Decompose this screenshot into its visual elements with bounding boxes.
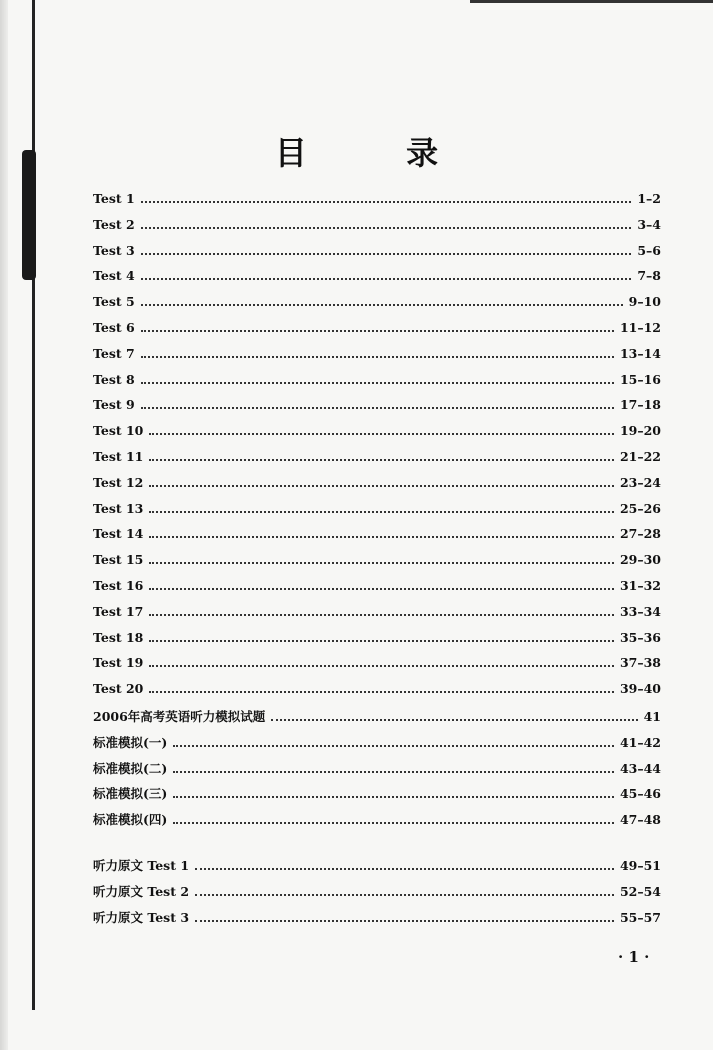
toc-entry-page: 27–28 — [619, 526, 661, 542]
toc-entry-label: Test 2 — [93, 216, 135, 232]
toc-entry-label: 听力原文 Test 1 — [93, 857, 190, 873]
toc-entry-label: 标准模拟(三) — [93, 786, 168, 802]
toc-entry-label: Test 17 — [93, 603, 144, 619]
toc-entry-label: Test 5 — [93, 294, 135, 310]
toc-entry-label: 听力原文 Test 3 — [93, 909, 190, 925]
toc-entry-page: 11–12 — [619, 319, 661, 335]
toc-entry-label: Test 13 — [93, 500, 144, 516]
toc-dot-leader — [173, 796, 614, 798]
toc-entry-label: Test 4 — [93, 268, 135, 284]
toc-entry-page: 15–16 — [619, 371, 661, 387]
table-of-contents — [93, 191, 661, 933]
toc-dot-leader — [149, 459, 614, 461]
toc-dot-leader — [195, 920, 614, 922]
toc-entry-page: 23–24 — [619, 474, 661, 490]
toc-dot-leader — [173, 745, 614, 747]
toc-entry-page: 45–46 — [619, 786, 661, 802]
toc-entry-page: 52–54 — [619, 883, 661, 899]
toc-dot-leader — [173, 822, 614, 824]
toc-entry-label: 听力原文 Test 2 — [93, 883, 190, 899]
toc-dot-leader — [149, 614, 614, 616]
toc-entry[interactable] — [93, 810, 661, 836]
toc-entry[interactable] — [93, 707, 661, 733]
toc-dot-leader — [173, 771, 614, 773]
toc-entry[interactable] — [93, 552, 661, 578]
toc-entry[interactable] — [93, 501, 661, 527]
toc-entry-page: 41 — [643, 708, 661, 724]
toc-entry-label: Test 8 — [93, 371, 135, 387]
toc-dot-leader — [195, 894, 614, 896]
toc-entry-page: 13–14 — [619, 345, 661, 361]
toc-dot-leader — [149, 536, 614, 538]
toc-entry-label: 标准模拟(二) — [93, 760, 168, 776]
toc-dot-leader — [141, 330, 614, 332]
top-edge-line — [470, 0, 713, 3]
toc-entry[interactable] — [93, 346, 661, 372]
toc-entry-label: Test 7 — [93, 345, 135, 361]
toc-dot-leader — [141, 201, 632, 203]
toc-dot-leader — [141, 407, 614, 409]
toc-entry-label: Test 10 — [93, 423, 144, 439]
toc-entry-label: Test 20 — [93, 681, 144, 697]
toc-dot-leader — [149, 433, 614, 435]
toc-entry-label: 2006年高考英语听力模拟试题 — [93, 708, 266, 724]
toc-entry-page: 47–48 — [619, 812, 661, 828]
toc-entry[interactable] — [93, 268, 661, 294]
toc-entry-page: 9–10 — [628, 294, 661, 310]
toc-entry[interactable] — [93, 733, 661, 759]
toc-entry[interactable] — [93, 217, 661, 243]
toc-entry-page: 49–51 — [619, 857, 661, 873]
toc-entry-label: Test 11 — [93, 448, 144, 464]
toc-dot-leader — [149, 562, 614, 564]
toc-entry-page: 33–34 — [619, 603, 661, 619]
toc-entry[interactable] — [93, 320, 661, 346]
toc-dot-leader — [149, 665, 614, 667]
toc-dot-leader — [149, 511, 614, 513]
toc-entry-page: 21–22 — [619, 448, 661, 464]
toc-entry-label: Test 9 — [93, 397, 135, 413]
toc-entry-page: 3–4 — [637, 216, 661, 232]
toc-entry[interactable] — [93, 423, 661, 449]
toc-entry-label: Test 16 — [93, 577, 144, 593]
toc-entry-page: 55–57 — [619, 909, 661, 925]
toc-entry-label: Test 3 — [93, 242, 135, 258]
toc-entry[interactable] — [93, 655, 661, 681]
toc-entry-page: 1–2 — [637, 191, 661, 206]
toc-entry[interactable] — [93, 475, 661, 501]
toc-entry[interactable] — [93, 294, 661, 320]
toc-entry[interactable] — [93, 784, 661, 810]
toc-entry[interactable] — [93, 630, 661, 656]
toc-entry-label: Test 1 — [93, 191, 135, 206]
toc-entry-page: 43–44 — [619, 760, 661, 776]
toc-entry-label: Test 18 — [93, 629, 144, 645]
toc-entry-page: 31–32 — [619, 577, 661, 593]
page-number: · 1 · — [618, 948, 650, 966]
toc-entry[interactable] — [93, 856, 661, 882]
toc-entry-page: 35–36 — [619, 629, 661, 645]
toc-dot-leader — [271, 719, 637, 721]
toc-entry-page: 29–30 — [619, 552, 661, 568]
toc-dot-leader — [141, 227, 632, 229]
toc-dot-leader — [141, 356, 614, 358]
toc-entry[interactable] — [93, 604, 661, 630]
toc-entry[interactable] — [93, 397, 661, 423]
toc-entry[interactable] — [93, 449, 661, 475]
toc-entry-label: Test 6 — [93, 319, 135, 335]
toc-dot-leader — [141, 253, 632, 255]
toc-entry-label: Test 19 — [93, 655, 144, 671]
toc-dot-leader — [141, 304, 623, 306]
page-title: 目 录 — [274, 134, 483, 172]
toc-dot-leader — [149, 588, 614, 590]
toc-entry[interactable] — [93, 908, 661, 934]
toc-entry[interactable] — [93, 191, 661, 217]
toc-entry[interactable] — [93, 681, 661, 707]
toc-entry-page: 19–20 — [619, 423, 661, 439]
toc-entry-page: 37–38 — [619, 655, 661, 671]
toc-entry[interactable] — [93, 759, 661, 785]
toc-entry-label: 标准模拟(四) — [93, 812, 168, 828]
toc-entry-page: 17–18 — [619, 397, 661, 413]
toc-entry-label: Test 14 — [93, 526, 144, 542]
toc-dot-leader — [149, 485, 614, 487]
toc-dot-leader — [149, 640, 614, 642]
toc-entry-page: 39–40 — [619, 681, 661, 697]
toc-entry-page: 5–6 — [637, 242, 661, 258]
toc-entry[interactable] — [93, 243, 661, 269]
toc-entry[interactable] — [93, 882, 661, 908]
toc-entry[interactable] — [93, 578, 661, 604]
toc-entry-label: Test 12 — [93, 474, 144, 490]
toc-entry[interactable] — [93, 372, 661, 398]
toc-entry[interactable] — [93, 526, 661, 552]
toc-entry-page: 25–26 — [619, 500, 661, 516]
toc-entry-label: 标准模拟(一) — [93, 734, 168, 750]
toc-dot-leader — [141, 382, 614, 384]
toc-entry-page: 7–8 — [637, 268, 661, 284]
toc-entry-label: Test 15 — [93, 552, 144, 568]
toc-dot-leader — [149, 691, 614, 693]
toc-dot-leader — [141, 278, 632, 280]
toc-entry-page: 41–42 — [619, 734, 661, 750]
toc-dot-leader — [195, 868, 614, 870]
